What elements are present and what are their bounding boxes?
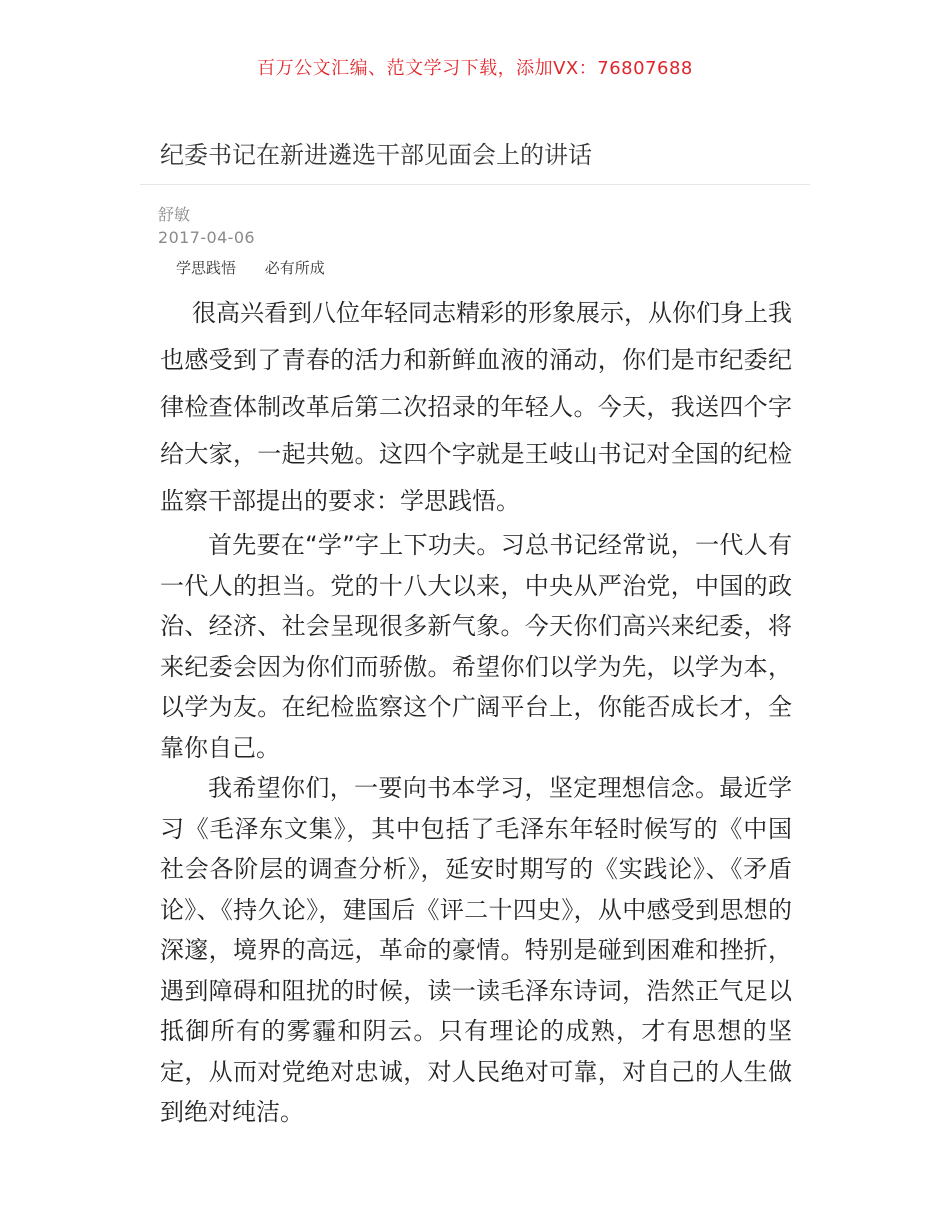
article-author: 舒敏	[158, 205, 191, 224]
article-title: 纪委书记在新进遴选干部见面会上的讲话	[160, 141, 592, 169]
paragraph: 很高兴看到八位年轻同志精彩的形象展示，从你们身上我也感受到了青春的活力和新鲜血液的涌动，你们是市纪委纪律检查体制改革后第二次招录的年轻人。今天，我送四个字给大家，一起共勉。这四个字就是王岐山书记对全国的纪检监察干部提出的要求：学思践悟。	[160, 299, 792, 515]
tag-item: 学思践悟	[176, 259, 237, 277]
paragraph: 我希望你们，一要向书本学习，坚定理想信念。最近学习《毛泽东文集》，其中包括了毛泽东年轻时候写的《中国社会各阶层的调查分析》，延安时期写的《实践论》、《矛盾论》、《持久论》，建国后《评二十四史》，从中感受到思想的深邃，境界的高远，革命的豪情。特别是碰到困难和挫折，遇到障碍和阻扰的时候，读一读毛泽东诗词，浩然正气足以抵御所有的雾霾和阴云。只有理论的成熟，才有思想的坚定，从而对党绝对忠诚，对人民绝对可靠，对自己的人生做到绝对纯洁。	[160, 774, 792, 1126]
title-divider	[140, 184, 810, 185]
paragraph: 首先要在“学”字上下功夫。习总书记经常说，一代人有一代人的担当。党的十八大以来，中央从严治党，中国的政治、经济、社会呈现很多新气象。今天你们高兴来纪委，将来纪委会因为你们而骄傲。希望你们以学为先，以学为本，以学为友。在纪检监察这个广阔平台上，你能否成长才，全靠你自己。	[160, 531, 792, 762]
tag-item: 必有所成	[264, 259, 325, 277]
article-date: 2017-04-06	[158, 228, 255, 247]
promo-banner: 百万公文汇编、范文学习下载，添加VX：76807688	[257, 58, 693, 79]
article-tags	[176, 257, 349, 279]
article-body	[160, 290, 792, 1133]
